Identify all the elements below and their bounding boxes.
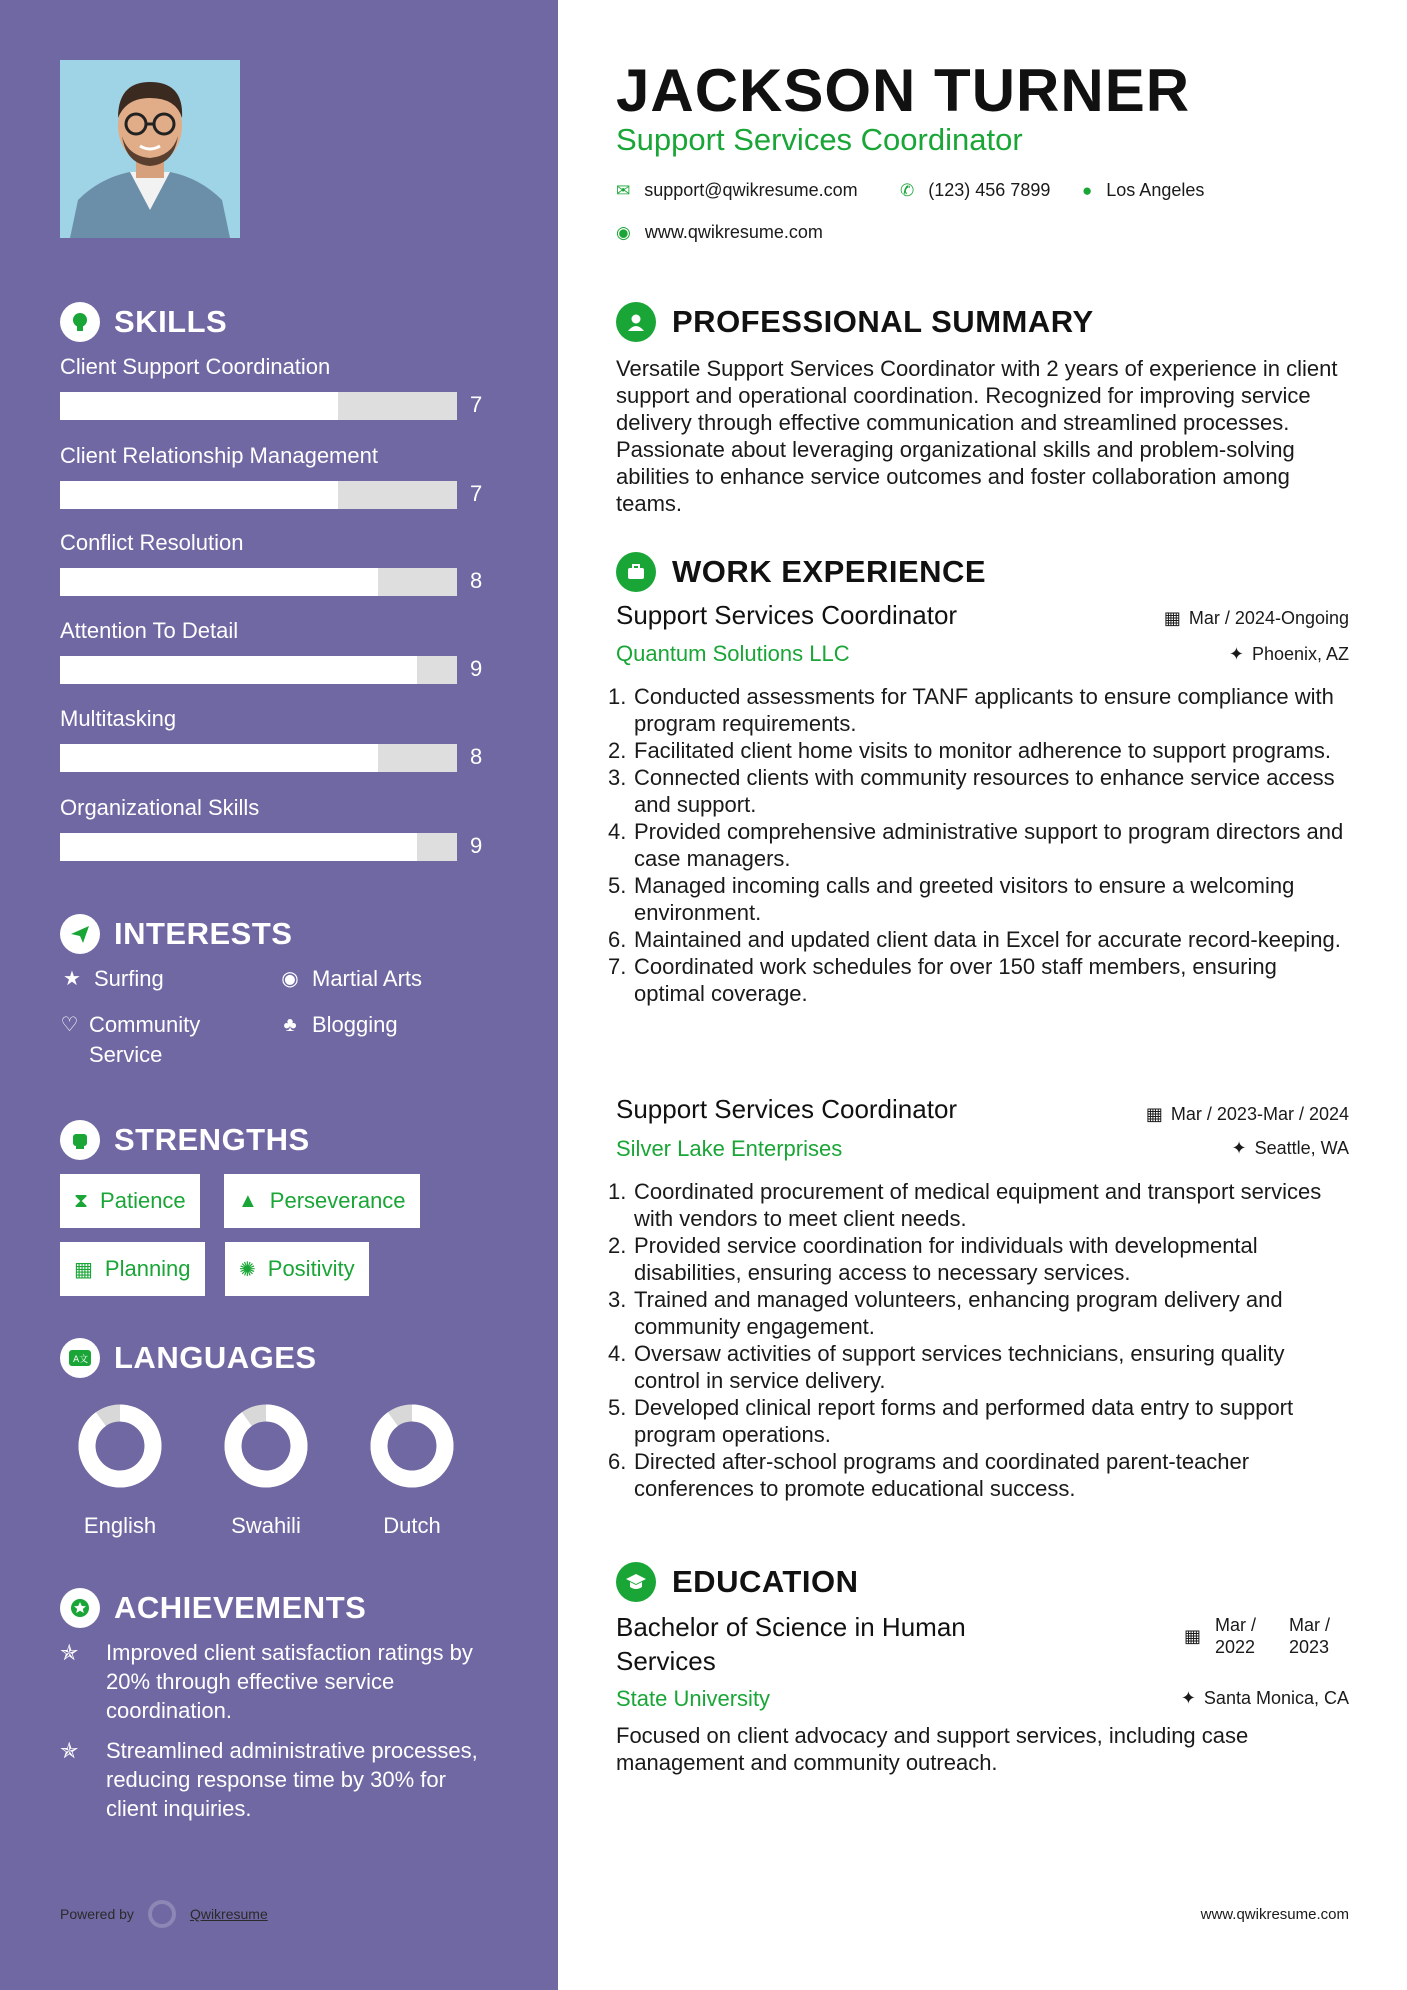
skill-bar-fill bbox=[60, 656, 417, 684]
strength-badge bbox=[225, 1242, 369, 1296]
language-donut bbox=[216, 1404, 316, 1488]
interest-item bbox=[278, 1010, 398, 1040]
skill-label: Client Support Coordination bbox=[60, 354, 331, 379]
skill-bar bbox=[60, 481, 457, 509]
duty-item: Oversaw activities of support services technicians, ensuring quality control in service delivery. bbox=[634, 1341, 1285, 1393]
skill-bar-fill bbox=[60, 744, 378, 772]
fist-icon bbox=[60, 1120, 100, 1160]
job-dates bbox=[1164, 608, 1349, 629]
education-text: Focused on client advocacy and support services, including case management and community outreach. bbox=[616, 1723, 1249, 1775]
duty-item: Conducted assessments for TANF applicants to ensure compliance with program requirements. bbox=[634, 684, 1334, 736]
language-item bbox=[216, 1404, 316, 1539]
calendar-icon: ▦ bbox=[1145, 1104, 1163, 1124]
candidate-name: JACKSON TURNER bbox=[616, 57, 1191, 124]
language-item bbox=[70, 1404, 170, 1539]
education-header bbox=[616, 1562, 858, 1602]
website-text: www.qwikresume.com bbox=[644, 222, 823, 242]
skill-bar-fill bbox=[60, 481, 338, 509]
duty-item: Coordinated procurement of medical equipment and transport services with vendors to meet client needs. bbox=[634, 1179, 1322, 1231]
job-location-text: Phoenix, AZ bbox=[1251, 644, 1349, 664]
skill-label: Client Relationship Management bbox=[60, 443, 378, 468]
languages-title: LANGUAGES bbox=[114, 1340, 317, 1375]
phone-text: (123) 456 7899 bbox=[928, 180, 1051, 200]
achievement-text: Improved client satisfaction ratings by 20% through effective service coordination. bbox=[106, 1640, 473, 1723]
education-start: Mar / 2022 bbox=[1215, 1615, 1257, 1657]
skill-score: 9 bbox=[470, 656, 483, 681]
job-dates bbox=[1146, 1104, 1349, 1125]
duty-item: Developed clinical report forms and performed data entry to support program operations. bbox=[634, 1395, 1294, 1447]
calendar-icon: ▦ bbox=[74, 1258, 93, 1281]
strength-badge bbox=[224, 1174, 420, 1228]
education-end: Mar / 2023 bbox=[1289, 1615, 1331, 1657]
experience-title: WORK EXPERIENCE bbox=[672, 554, 987, 589]
experience-header bbox=[616, 552, 986, 592]
skill-score: 8 bbox=[470, 744, 483, 769]
summary-header bbox=[616, 302, 1094, 342]
pin-icon: ✦ bbox=[1228, 644, 1244, 664]
education-dates bbox=[1184, 1614, 1349, 1658]
languages-header bbox=[60, 1338, 317, 1378]
envelope-icon: ✉ bbox=[616, 180, 631, 200]
language-label: Swahili bbox=[231, 1513, 301, 1538]
interest-item bbox=[278, 964, 422, 994]
interest-label: Martial Arts bbox=[312, 966, 423, 991]
summary-title: PROFESSIONAL SUMMARY bbox=[672, 304, 1094, 339]
education-location-text: Santa Monica, CA bbox=[1203, 1688, 1349, 1708]
duty-item: Provided comprehensive administrative support to program directors and case managers. bbox=[634, 819, 1344, 871]
calendar-icon: ▦ bbox=[1163, 608, 1181, 628]
contact-email[interactable] bbox=[616, 180, 858, 201]
language-item bbox=[362, 1404, 462, 1539]
skills-title: SKILLS bbox=[114, 304, 228, 339]
svg-text:A文: A文 bbox=[73, 1355, 89, 1365]
job-dates-text: Mar / 2024-Ongoing bbox=[1188, 608, 1349, 628]
duty-item: Maintained and updated client data in Excel for accurate record-keeping. bbox=[634, 927, 1341, 952]
contact-website[interactable] bbox=[616, 222, 823, 243]
skill-bar-fill bbox=[60, 833, 417, 861]
language-icon bbox=[60, 1338, 100, 1378]
achievement-item bbox=[60, 1736, 500, 1823]
achievements-header bbox=[60, 1588, 366, 1628]
skill-bar-fill bbox=[60, 392, 338, 420]
strengths-title: STRENGTHS bbox=[114, 1122, 310, 1157]
road-icon: ▲ bbox=[238, 1189, 258, 1212]
location-text: Los Angeles bbox=[1106, 180, 1205, 200]
globe-icon: ◉ bbox=[281, 968, 299, 990]
lightbulb-icon bbox=[60, 302, 100, 342]
skill-score: 7 bbox=[470, 392, 483, 417]
job-location bbox=[1232, 1138, 1349, 1159]
strength-badge bbox=[60, 1242, 205, 1296]
skill-bar bbox=[60, 392, 457, 420]
interests-header bbox=[60, 914, 292, 954]
skill-bar bbox=[60, 656, 457, 684]
education-school: State University bbox=[616, 1686, 771, 1711]
skill-bar bbox=[60, 744, 457, 772]
job-title: Support Services Coordinator bbox=[616, 1094, 958, 1124]
skill-bar bbox=[60, 833, 457, 861]
qwikresume-link[interactable]: Qwikresume bbox=[189, 1906, 268, 1922]
duty-item: Directed after-school programs and coordinated parent-teacher conferences to promote educational success. bbox=[634, 1449, 1250, 1501]
education-title: EDUCATION bbox=[672, 1564, 859, 1599]
skill-label: Conflict Resolution bbox=[60, 530, 244, 555]
trophy-star-icon: ✯ bbox=[60, 1640, 79, 1665]
skill-score: 8 bbox=[470, 568, 483, 593]
strengths-header bbox=[60, 1120, 310, 1160]
achievement-item bbox=[60, 1638, 500, 1725]
achievements-title: ACHIEVEMENTS bbox=[114, 1590, 367, 1625]
language-donut bbox=[362, 1404, 462, 1488]
language-label: Dutch bbox=[383, 1513, 441, 1538]
language-donut-fill bbox=[233, 1413, 299, 1479]
skill-score: 9 bbox=[470, 833, 483, 858]
user-icon bbox=[616, 302, 656, 342]
duty-item: Connected clients with community resources to enhance service access and support. bbox=[634, 765, 1335, 817]
summary-text: Versatile Support Services Coordinator with 2 years of experience in client support and operational coordination. Recognized for improving service delivery through effective communication and streamlined processes. Passionate about leveraging organizational skills and problem-solving abilities to enhance service outcomes and foster collaboration among teams. bbox=[616, 356, 1338, 516]
job-location-text: Seattle, WA bbox=[1254, 1138, 1349, 1158]
pin-icon: ✦ bbox=[1180, 1688, 1196, 1708]
duty-item: Facilitated client home visits to monitor adherence to support programs. bbox=[634, 738, 1331, 763]
duty-item: Managed incoming calls and greeted visitors to ensure a welcoming environment. bbox=[634, 873, 1295, 925]
interest-label: Community Service bbox=[89, 1012, 201, 1067]
skills-header bbox=[60, 302, 227, 342]
qwikresume-logo-icon bbox=[148, 1900, 176, 1928]
sidebar bbox=[0, 0, 558, 1990]
job-duties bbox=[616, 1178, 1349, 1502]
duty-item: Trained and managed volunteers, enhancing program delivery and community engagement. bbox=[634, 1287, 1283, 1339]
achievement-text: Streamlined administrative processes, reducing response time by 30% for client inquiries. bbox=[106, 1738, 478, 1821]
skill-bar-fill bbox=[60, 568, 378, 596]
job-duties bbox=[616, 683, 1349, 1007]
interest-label: Blogging bbox=[312, 1012, 398, 1037]
graduation-cap-icon bbox=[616, 1562, 656, 1602]
language-donut bbox=[70, 1404, 170, 1488]
calendar-icon: ▦ bbox=[1183, 1626, 1201, 1646]
job-title: Support Services Coordinator bbox=[616, 600, 958, 630]
medal-icon bbox=[60, 1588, 100, 1628]
language-donut-fill bbox=[87, 1413, 153, 1479]
skill-label: Attention To Detail bbox=[60, 618, 239, 643]
education-degree: Bachelor of Science in Human Services bbox=[616, 1612, 966, 1676]
language-donut-fill bbox=[379, 1413, 445, 1479]
education-location bbox=[1181, 1688, 1349, 1709]
phone-icon: ✆ bbox=[900, 180, 915, 200]
skill-label: Organizational Skills bbox=[60, 795, 260, 820]
pin-icon: ✦ bbox=[1231, 1138, 1247, 1158]
strength-label: Planning bbox=[104, 1256, 191, 1281]
job-company: Silver Lake Enterprises bbox=[616, 1136, 843, 1161]
trophy-star-icon: ✯ bbox=[60, 1738, 79, 1763]
contact-phone[interactable] bbox=[900, 180, 1050, 201]
skill-bar bbox=[60, 568, 457, 596]
job-company: Quantum Solutions LLC bbox=[616, 641, 850, 666]
interest-label: Surfing bbox=[94, 966, 164, 991]
powered-by-label: Powered by bbox=[60, 1906, 134, 1922]
duty-item: Coordinated work schedules for over 150 staff members, ensuring optimal coverage. bbox=[634, 954, 1277, 1006]
job-dates-text: Mar / 2023-Mar / 2024 bbox=[1170, 1104, 1349, 1124]
skill-label: Multitasking bbox=[60, 706, 177, 731]
globe-icon: ◉ bbox=[616, 222, 631, 242]
duty-item: Provided service coordination for individuals with developmental disabilities, ensuring access to necessary services. bbox=[634, 1233, 1258, 1285]
briefcase-icon bbox=[616, 552, 656, 592]
powered-by bbox=[60, 1900, 268, 1928]
job-location bbox=[1229, 644, 1349, 665]
footer-url[interactable]: www.qwikresume.com bbox=[1200, 1906, 1349, 1923]
skill-score: 7 bbox=[470, 481, 483, 506]
strength-badge bbox=[60, 1174, 200, 1228]
strength-label: Positivity bbox=[267, 1256, 355, 1281]
interests-title: INTERESTS bbox=[114, 916, 293, 951]
language-label: English bbox=[83, 1513, 157, 1538]
candidate-role: Support Services Coordinator bbox=[616, 122, 1023, 157]
sun-icon: ✺ bbox=[239, 1258, 256, 1281]
star-icon: ★ bbox=[63, 968, 81, 990]
contact-location bbox=[1082, 180, 1204, 201]
users-icon: ♣ bbox=[283, 1014, 297, 1036]
strength-label: Perseverance bbox=[269, 1188, 406, 1213]
email-text: support@qwikresume.com bbox=[644, 180, 858, 200]
profile-photo bbox=[60, 60, 240, 238]
hand-icon: ♡ bbox=[60, 1014, 79, 1036]
interest-item bbox=[60, 964, 164, 994]
map-pin-icon: ● bbox=[1082, 180, 1093, 200]
interest-item bbox=[60, 1010, 240, 1070]
paper-plane-icon bbox=[60, 914, 100, 954]
hourglass-icon: ⧗ bbox=[74, 1189, 89, 1212]
strength-label: Patience bbox=[100, 1188, 186, 1213]
